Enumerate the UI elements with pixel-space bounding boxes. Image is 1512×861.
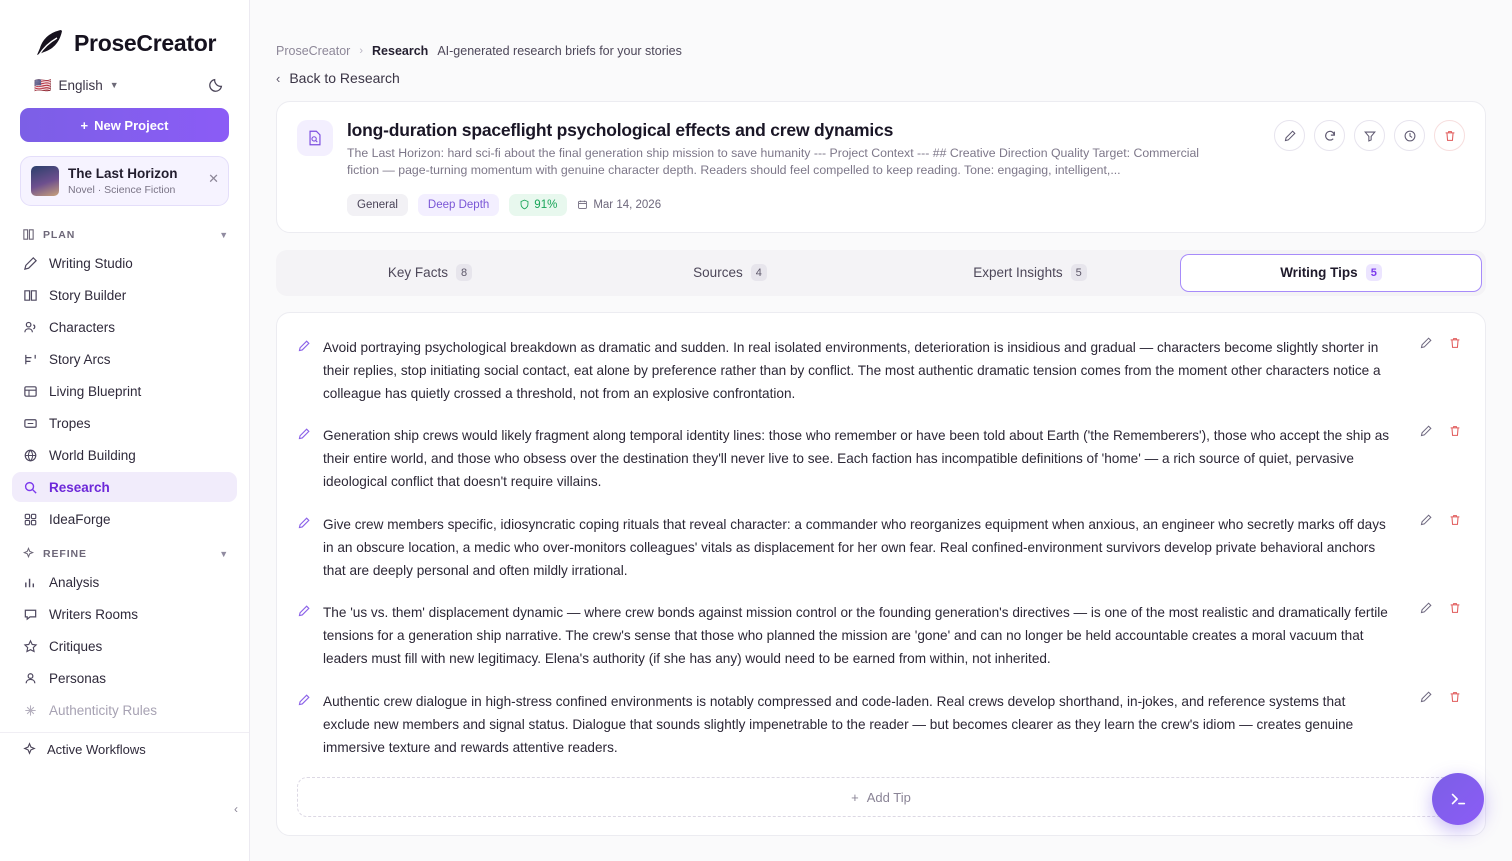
- star-icon: [22, 638, 38, 654]
- delete-tip-button[interactable]: [1448, 690, 1463, 705]
- tip-actions: [1419, 336, 1463, 351]
- edit-brief-button[interactable]: [1274, 120, 1305, 151]
- section-label-plan: PLAN: [43, 228, 76, 241]
- close-icon[interactable]: ✕: [208, 171, 219, 186]
- book-icon: [22, 287, 38, 303]
- sidebar-item-label: Characters: [49, 319, 116, 335]
- quill-logo-icon: [32, 26, 66, 60]
- table-icon: [22, 383, 38, 399]
- brief-tabs: [276, 250, 1486, 296]
- list-item: [297, 419, 1465, 507]
- search-icon: [22, 479, 38, 495]
- brief-action-buttons: [1274, 120, 1465, 151]
- sidebar-item-label: World Building: [49, 447, 136, 463]
- back-link-label: Back to Research: [289, 70, 400, 86]
- tab-label: Sources: [693, 265, 743, 281]
- sidebar-item-label: Story Arcs: [49, 351, 111, 367]
- current-project-card[interactable]: [20, 156, 229, 206]
- delete-brief-button[interactable]: [1434, 120, 1465, 151]
- plan-icon: [22, 228, 35, 241]
- pen-icon: [22, 255, 38, 271]
- edit-tip-button[interactable]: [1419, 601, 1434, 616]
- tab-writing-tips[interactable]: [1180, 254, 1482, 292]
- tab-count: 5: [1071, 264, 1087, 281]
- sidebar-item-ideaforge[interactable]: [12, 504, 237, 534]
- delete-tip-button[interactable]: [1448, 336, 1463, 351]
- sparkle-icon: [22, 702, 38, 718]
- terminal-assistant-button[interactable]: [1432, 773, 1484, 825]
- tip-actions: [1419, 424, 1463, 439]
- globe-icon: [22, 447, 38, 463]
- sidebar-item-label: Writers Rooms: [49, 606, 139, 622]
- card-icon: [22, 415, 38, 431]
- chip-category: General: [347, 194, 408, 216]
- delete-tip-button[interactable]: [1448, 601, 1463, 616]
- breadcrumb: [250, 0, 1512, 58]
- sidebar-item-personas[interactable]: [12, 663, 237, 693]
- chevron-left-icon: ‹: [276, 70, 281, 86]
- sidebar-item-label: Writing Studio: [49, 255, 133, 271]
- tab-label: Expert Insights: [973, 265, 1063, 281]
- edit-tip-button[interactable]: [1419, 424, 1434, 439]
- sidebar-item-label: Tropes: [49, 415, 91, 431]
- confidence-value: 91%: [534, 198, 558, 211]
- add-tip-label: Add Tip: [866, 789, 911, 805]
- section-label-refine: REFINE: [43, 547, 87, 560]
- dark-mode-toggle-icon[interactable]: [207, 76, 225, 94]
- chevron-down-icon: ▼: [219, 229, 229, 240]
- filter-brief-button[interactable]: [1354, 120, 1385, 151]
- tip-actions: [1419, 690, 1463, 705]
- sidebar-item-analysis[interactable]: [12, 567, 237, 597]
- main-content: [250, 0, 1512, 861]
- sidebar-item-label: Analysis: [49, 574, 100, 590]
- sidebar-item-label: Living Blueprint: [49, 383, 142, 399]
- new-project-label: New Project: [94, 117, 169, 133]
- pen-icon: [297, 337, 313, 405]
- brief-chips: [347, 194, 1465, 216]
- sidebar-item-authenticity-rules[interactable]: [12, 695, 237, 725]
- breadcrumb-root[interactable]: ProseCreator: [276, 44, 351, 58]
- tab-count: 5: [1366, 264, 1382, 281]
- project-title: The Last Horizon: [68, 166, 178, 182]
- history-brief-button[interactable]: [1394, 120, 1425, 151]
- sidebar-item-story-builder[interactable]: [12, 280, 237, 310]
- chevron-right-icon: ›: [359, 45, 364, 57]
- arc-icon: [22, 351, 38, 367]
- sidebar-item-story-arcs[interactable]: [12, 344, 237, 374]
- language-label: English: [58, 77, 103, 93]
- sidebar-item-tropes[interactable]: [12, 408, 237, 438]
- delete-tip-button[interactable]: [1448, 424, 1463, 439]
- list-item: [297, 508, 1465, 596]
- sidebar-item-label: Authenticity Rules: [49, 702, 158, 718]
- language-selector[interactable]: [34, 77, 119, 94]
- brief-description: The Last Horizon: hard sci-fi about the final generation ship mission to save humanity --- Project Context --- ## Creative Direction Quality Target: Commercial fiction — page-turning momentum with genuine character depth. Readers should feel compelled to keep reading. Tone: engaging, intelligent,...: [347, 146, 1200, 178]
- tip-actions: [1419, 513, 1463, 528]
- sidebar-item-writing-studio[interactable]: [12, 248, 237, 278]
- add-tip-button[interactable]: [297, 777, 1465, 817]
- users-icon: [22, 319, 38, 335]
- chat-icon: [22, 606, 38, 622]
- list-item: [297, 331, 1465, 419]
- active-workflows-label: Active Workflows: [47, 742, 146, 757]
- sidebar-item-living-blueprint[interactable]: [12, 376, 237, 406]
- breadcrumb-section[interactable]: Research: [372, 44, 429, 58]
- chip-date: [577, 194, 661, 216]
- grid-icon: [22, 511, 38, 527]
- sidebar-item-label: Personas: [49, 670, 107, 686]
- tip-actions: [1419, 601, 1463, 616]
- calendar-icon: [577, 199, 588, 210]
- workflow-sparkle-icon: [22, 742, 37, 757]
- chevron-down-icon: ▼: [219, 548, 229, 559]
- list-item: [297, 596, 1465, 684]
- tip-text: Give crew members specific, idiosyncratic coping rituals that reveal character: a commander who reorganizes equipment when anxious, an engineer who secretly marks off days in an obscure location, a medic who over-monitors colleagues' vitals as displacement for her own fear. Real confined-environment survivors develop private behavioral anchors that are deeply personal and often mildly irrational.: [323, 516, 1386, 578]
- pen-icon: [297, 425, 313, 493]
- active-workflows-item[interactable]: [0, 732, 249, 766]
- sidebar-item-critiques[interactable]: [12, 631, 237, 661]
- sidebar-item-label: Research: [49, 479, 110, 495]
- document-search-icon: [297, 120, 333, 156]
- tip-text: Generation ship crews would likely fragment along temporal identity lines: those who remember or have been told about Earth ('the Rememberers'), those who accept the ship as their entire world, and those who obsess over the destination they'll never live to see. Each faction has incompatible definitions of 'home' — a rich source of quiet, pervasive ideological conflict that doesn't require villains.: [323, 428, 1390, 490]
- date-value: Mar 14, 2026: [593, 198, 662, 211]
- chip-confidence: [509, 194, 567, 216]
- tab-label: Key Facts: [387, 265, 448, 281]
- sidebar-item-world-building[interactable]: [12, 440, 237, 470]
- edit-tip-button[interactable]: [1419, 513, 1434, 528]
- section-header-plan[interactable]: [0, 216, 249, 247]
- chip-depth: Deep Depth: [418, 194, 499, 216]
- sidebar-item-label: IdeaForge: [49, 511, 111, 527]
- tab-count: 4: [751, 264, 767, 281]
- plus-icon: +: [80, 117, 89, 133]
- brief-header-card: [276, 101, 1486, 233]
- project-cover-thumbnail: [31, 166, 59, 196]
- new-project-button[interactable]: [20, 108, 229, 142]
- edit-tip-button[interactable]: [1419, 690, 1434, 705]
- delete-tip-button[interactable]: [1448, 513, 1463, 528]
- tab-label: Writing Tips: [1280, 265, 1358, 281]
- brand-name: ProseCreator: [74, 29, 217, 56]
- tip-text: The 'us vs. them' displacement dynamic — where crew bonds against mission control or the founding generation's directives — is one of the most realistic and dramatically fertile tensions for a generation ship narrative. The crew's sense that those who planned the mission are 'gone' and can no longer be held accountable creates a moral vacuum that leaders must fill with new legitimacy. Elena's authority (if she has any) would need to be earned from within, not inherited.: [323, 605, 1388, 667]
- shield-check-icon: [519, 199, 530, 210]
- breadcrumb-page: AI-generated research briefs for your stories: [437, 44, 682, 58]
- sidebar-item-label: Critiques: [49, 638, 103, 654]
- language-row: [0, 74, 249, 104]
- chevron-down-icon: ▼: [109, 80, 119, 90]
- tab-expert-insights[interactable]: [880, 254, 1180, 292]
- sidebar-item-writers-rooms[interactable]: [12, 599, 237, 629]
- tip-text: Authentic crew dialogue in high-stress confined environments is notably compressed and code-laden. Real crews develop shorthand, in-jokes, and reference systems that exclude new members and signal status. Dialogue that sounds slightly impenetrable to the reader — but becomes clearer as they learn the crew's idiom — creates genuine immersive texture and rewards attentive readers.: [323, 693, 1354, 755]
- sidebar-item-label: Story Builder: [49, 287, 127, 303]
- sidebar-item-characters[interactable]: [12, 312, 237, 342]
- terminal-icon: [1448, 789, 1468, 809]
- back-to-research-link[interactable]: [250, 58, 1512, 86]
- tab-count: 8: [456, 264, 472, 281]
- chart-icon: [22, 574, 38, 590]
- tip-text: Avoid portraying psychological breakdown as dramatic and sudden. In real isolated environments, deterioration is insidious and gradual — characters become slightly shorter in their replies, stop initiating social contact, eat alone by preference rather than by conflict. The most authentic dramatic tension comes from the moment other characters notice a colleague has quietly crossed a threshold, not from an explosive confrontation.: [323, 339, 1381, 401]
- section-header-refine[interactable]: [0, 535, 249, 566]
- writing-tips-panel: [276, 312, 1486, 836]
- pen-icon: [297, 602, 313, 670]
- sidebar-item-research[interactable]: [12, 472, 237, 502]
- project-subtitle: Novel · Science Fiction: [68, 183, 176, 196]
- page-title: long-duration spaceflight psychological effects and crew dynamics: [347, 120, 894, 140]
- tab-sources[interactable]: [580, 254, 880, 292]
- flag-icon: 🇺🇸: [34, 76, 52, 93]
- person-icon: [22, 670, 38, 686]
- plus-icon: +: [851, 789, 859, 805]
- sidebar: [0, 0, 250, 861]
- brand: [0, 0, 249, 74]
- tab-key-facts[interactable]: [280, 254, 580, 292]
- sparkle-icon: [22, 547, 35, 560]
- collapse-sidebar-button[interactable]: ‹: [234, 802, 238, 816]
- regenerate-brief-button[interactable]: [1314, 120, 1345, 151]
- edit-tip-button[interactable]: [1419, 336, 1434, 351]
- list-item: [297, 685, 1465, 773]
- pen-icon: [297, 691, 313, 759]
- pen-icon: [297, 514, 313, 582]
